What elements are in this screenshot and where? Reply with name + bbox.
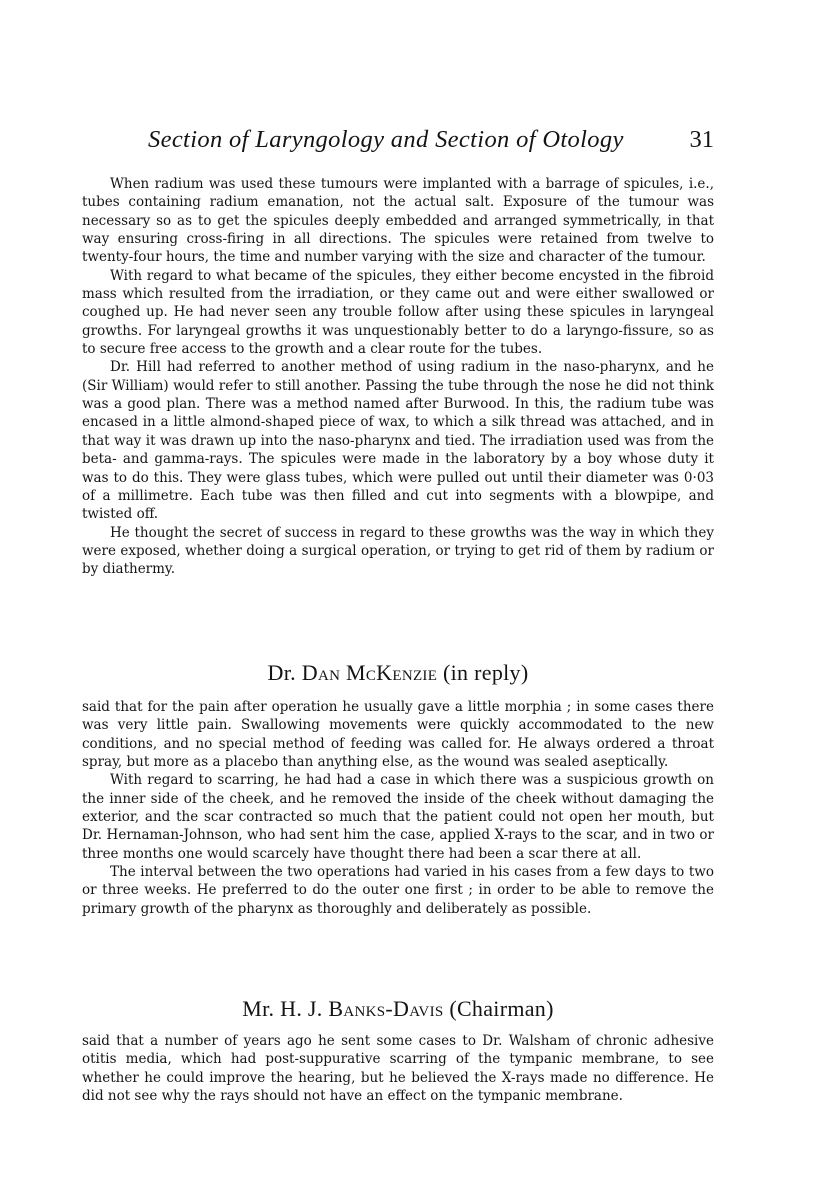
speaker-prefix: Mr. H. J.: [242, 996, 323, 1021]
paragraph: said that for the pain after operation he usually gave a little morphia ; in some cases there was very little pain. Swallowing movements were quickly accommodated to the new conditions, and no special method of feeding was called for. He always ordered a throat spray, but more as a placebo than anything else, as the wound was sealed aseptically.: [82, 699, 714, 771]
running-head: [82, 126, 716, 158]
speaker-suffix: (Chairman): [449, 996, 554, 1021]
paragraph: The interval between the two operations had varied in his cases from a few days to two or three weeks. He preferred to do the outer one first ; in order to be able to remove the primary growth of the pharynx as thoroughly and deliberately as possible.: [82, 864, 714, 917]
running-title: Section of Laryngology and Section of Otology: [148, 126, 624, 153]
paragraph: With regard to scarring, he had had a case in which there was a suspicious growth on the inner side of the cheek, and he removed the inside of the cheek without damaging the exterior, and the scar contracted so much that the patient could not open her mouth, but Dr. Hernaman-Johnson, who had sent him the case, applied X-rays to the scar, and in two or three months one would scarcely have thought there had been a scar there at all.: [82, 772, 714, 862]
discussion-continuation: [82, 175, 714, 579]
speaker-name: Banks-Davis: [328, 996, 444, 1021]
speaker-prefix: Dr.: [267, 660, 296, 685]
paragraph: Dr. Hill had referred to another method of using radium in the naso-pharynx, and he (Sir William) would refer to still another. Passing the tube through the nose he did not think was a good plan. There was a method named after Burwood. In this, the radium tube was encased in a little almond-shaped piece of wax, to which a silk thread was attached, and in that way it was drawn up into the naso-pharynx and tied. The irradiation used was from the beta- and gamma-rays. The spicules were made in the laboratory by a boy whose duty it was to do this. They were glass tubes, which were pulled out until their diameter was 0·03 of a millimetre. Each tube was then filled and cut into segments with a blowpipe, and twisted off.: [82, 359, 714, 523]
speaker-name: Dan McKenzie: [301, 660, 438, 685]
paragraph: When radium was used these tumours were implanted with a barrage of spicules, i.e., tubes containing radium emanation, not the actual salt. Exposure of the tumour was necessary so as to get the spicules deeply embedded and arranged symmetrically, in that way ensuring cross-firing in all directions. The spicules were retained from twelve to twenty-four hours, the time and number varying with the size and character of the tumour.: [82, 176, 714, 266]
page-number: 31: [689, 126, 714, 153]
paragraph: With regard to what became of the spicules, they either become encysted in the fibroid mass which resulted from the irradiation, or they came out and were either swallowed or coughed up. He had never seen any trouble follow after using these spicules in laryngeal growths. For laryngeal growths it was unquestionably better to do a laryngo-fissure, so as to secure free access to the growth and a clear route for the tubes.: [82, 267, 714, 358]
speaker-heading-mckenzie: [82, 660, 714, 686]
mckenzie-reply: [82, 698, 714, 918]
paragraph: said that a number of years ago he sent some cases to Dr. Walsham of chronic adhesive otitis media, which had post-suppurative scarring of the tympanic membrane, to see whether he could improve the hearing, but he believed the X-rays made no difference. He did not see why the rays should not have an effect on the tympanic membrane.: [82, 1033, 714, 1105]
paragraph: He thought the secret of success in regard to these growths was the way in which they were exposed, whether doing a surgical operation, or trying to get rid of them by radium or by diathermy.: [82, 524, 714, 578]
chairman-remarks: [82, 1032, 714, 1105]
speaker-heading-banks-davis: [82, 996, 714, 1022]
speaker-suffix: (in reply): [443, 660, 529, 685]
